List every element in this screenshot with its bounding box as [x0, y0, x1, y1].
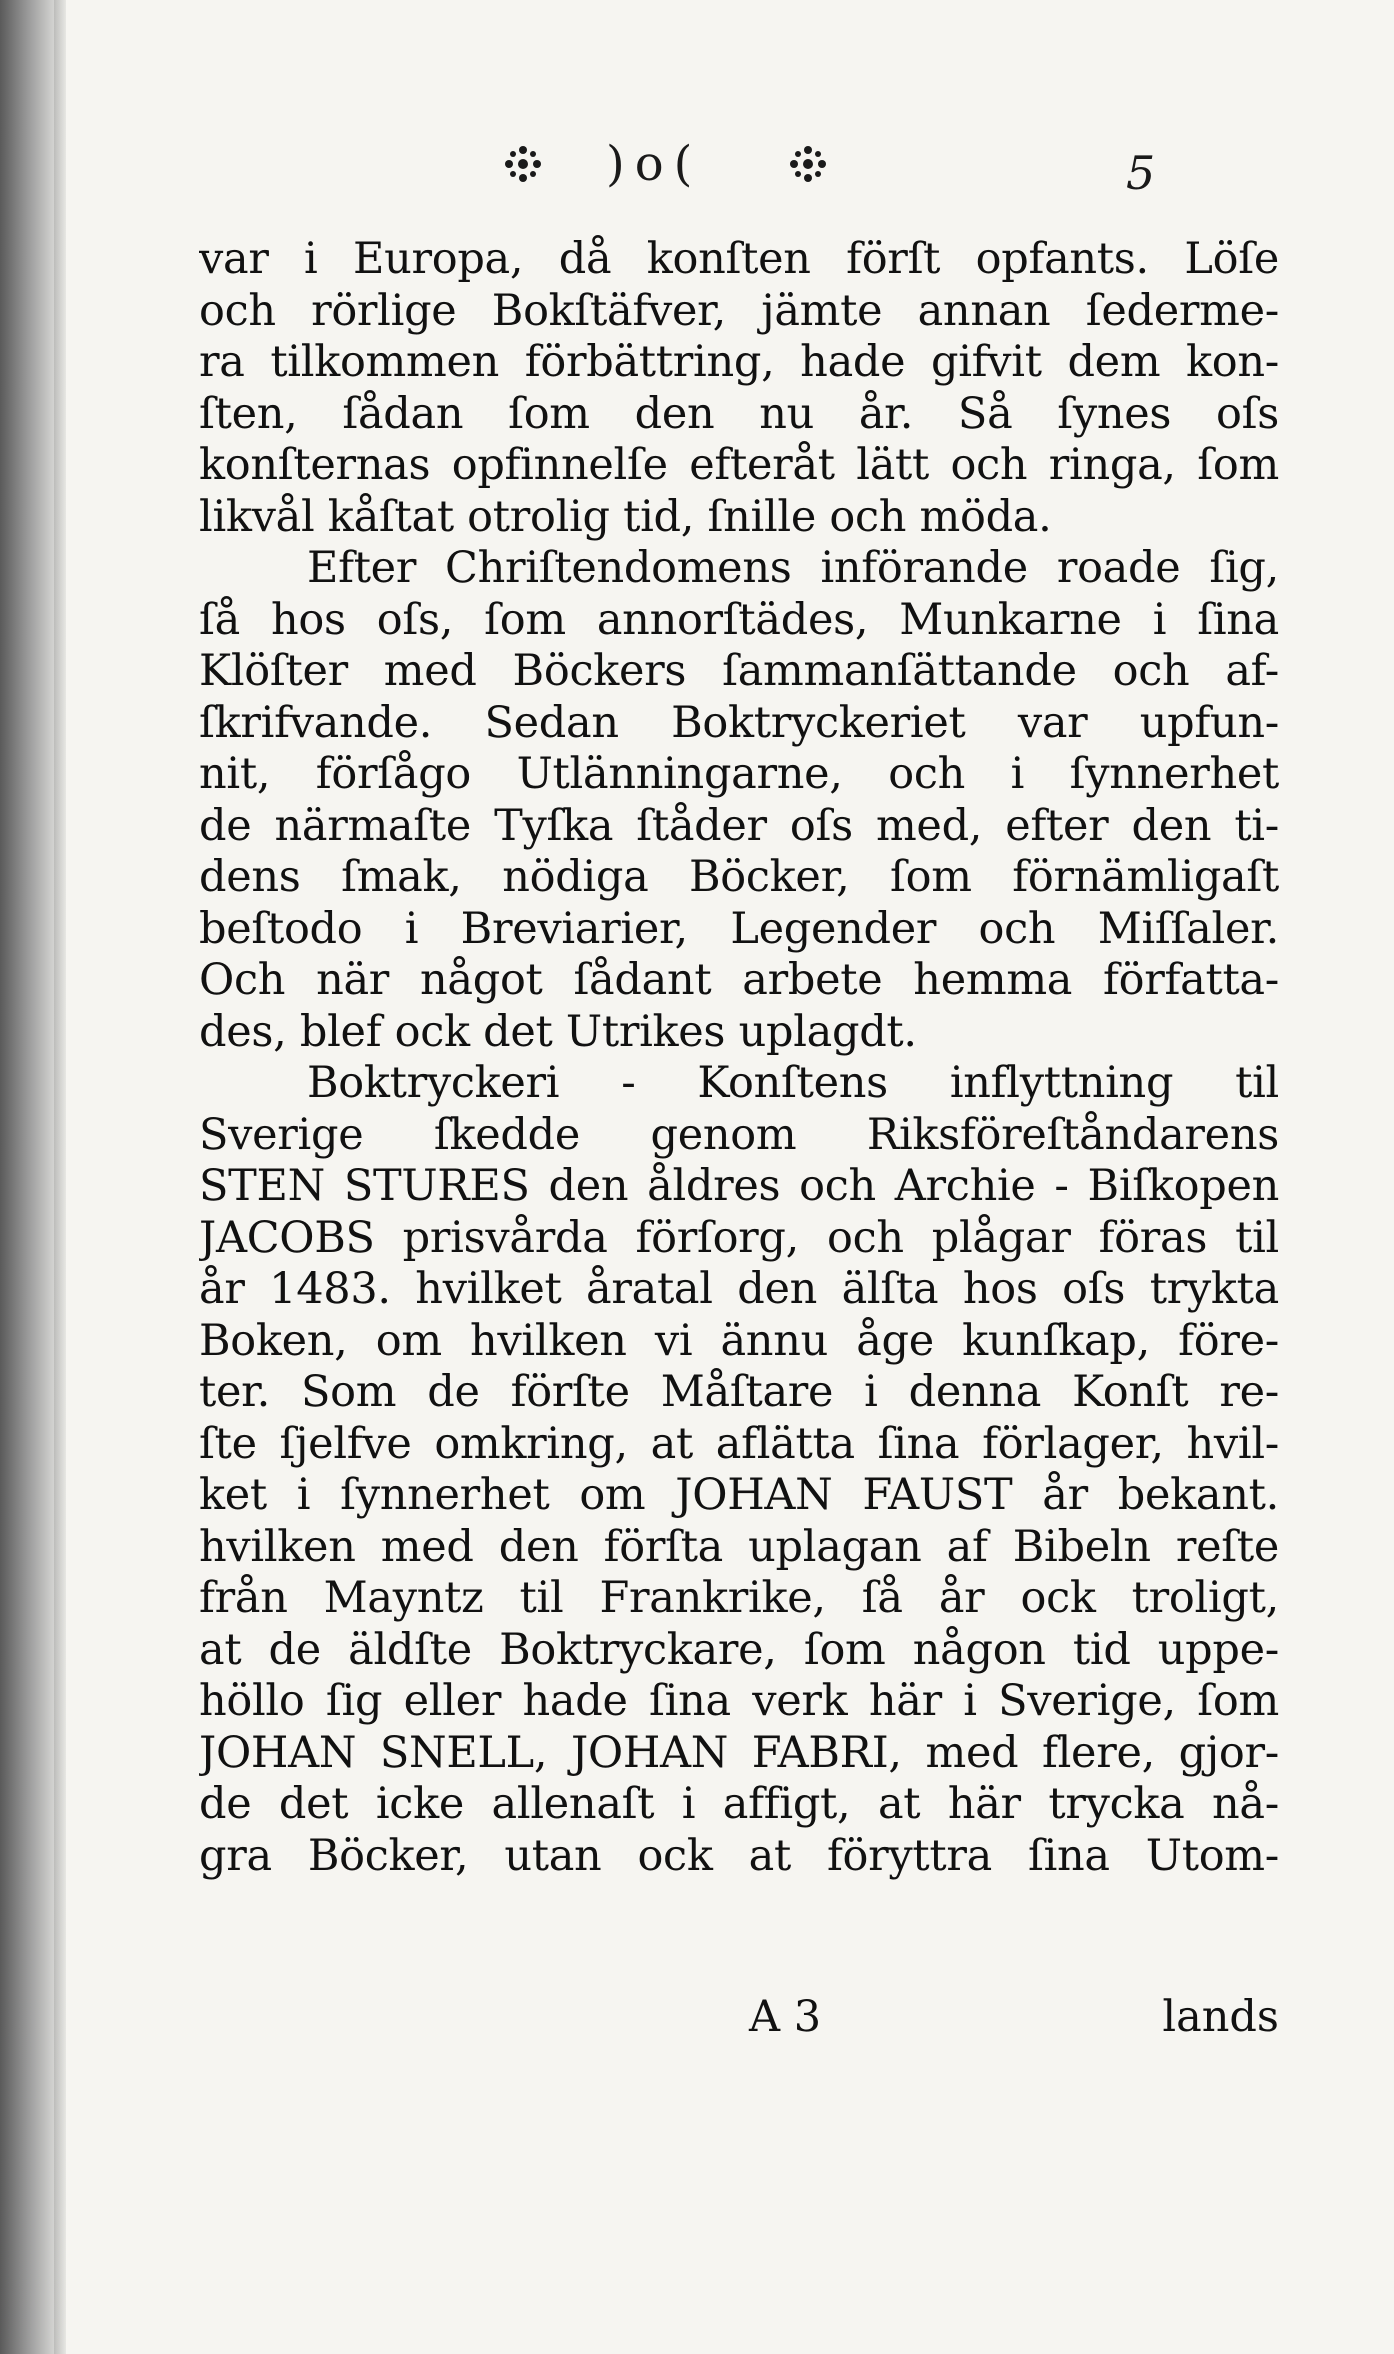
header-mark: )o( [606, 136, 703, 192]
running-header [66, 128, 1394, 198]
text-line: Och när något ſådant arbete hemma författa- [199, 955, 1279, 1005]
body-text [199, 234, 1279, 1882]
text-line: dens ſmak, nödiga Böcker, ſom förnämligaſt [199, 852, 1279, 902]
text-line: ket i ſynnerhet om JOHAN FAUST år bekant. [199, 1470, 1279, 1520]
catchword: lands [1162, 1992, 1279, 2042]
text-line: ſte ſjelfve omkring, at aflätta ſina förlager, hvil- [199, 1418, 1279, 1469]
text-line: från Mayntz til Frankrike, ſå år ock troligt, [199, 1573, 1279, 1623]
text-line: Efter Chriſtendomens införande roade ſig, [307, 543, 1279, 593]
text-line: de närmaſte Tyſka ſtåder oſs med, efter den ti- [199, 800, 1279, 851]
text-line: ſkrifvande. Sedan Boktryckeriet var upfun- [199, 697, 1279, 748]
text-line: Klöſter med Böckers ſammanſättande och af- [199, 646, 1279, 696]
text-line: och rörlige Bokſtäfver, jämte annan ſederme- [199, 285, 1279, 336]
text-line: STEN STURES den åldres och Archie - Biſkopen [199, 1161, 1279, 1211]
book-page [66, 0, 1394, 2354]
page-footer [199, 1992, 1279, 2044]
text-line: hvilken med den förſta uplagan af Bibeln reſte [199, 1521, 1279, 1572]
text-line: JACOBS prisvårda förſorg, och plågar föras til [199, 1212, 1279, 1263]
text-line: likvål kåſtat otrolig tid, ſnille och möda. [199, 491, 1052, 542]
text-line: ter. Som de förſte Måſtare i denna Konſt re- [199, 1367, 1279, 1417]
text-line: konſternas opfinnelſe efteråt lätt och ringa, ſom [199, 440, 1279, 490]
text-line: nit, förſågo Utlänningarne, och i ſynnerhet [199, 749, 1279, 799]
text-line: de det icke allenaſt i affigt, at här trycka nå- [199, 1779, 1279, 1829]
flower-ornament-icon [786, 142, 830, 186]
text-line: Boktryckeri - Konſtens inflyttning til [307, 1058, 1279, 1108]
text-line: år 1483. hvilket åratal den älſta hos oſs trykta [199, 1264, 1279, 1314]
text-line: JOHAN SNELL, JOHAN FABRI, med flere, gjor- [199, 1727, 1279, 1778]
text-line: des, blef ock det Utrikes uplagdt. [199, 1006, 917, 1057]
text-line: höllo ſig eller hade ſina verk här i Sverige, ſom [199, 1676, 1279, 1726]
text-line: ſten, ſådan ſom den nu år. Så ſynes oſs [199, 388, 1279, 439]
text-line: Boken, om hvilken vi ännu åge kunſkap, före- [199, 1315, 1279, 1366]
signature-mark: A 3 [749, 1992, 822, 2042]
flower-ornament-icon [501, 142, 545, 186]
text-line: at de äldſte Boktryckare, ſom någon tid uppe- [199, 1624, 1279, 1675]
text-line: ſå hos oſs, ſom annorſtädes, Munkarne i ſina [199, 594, 1279, 645]
text-line: gra Böcker, utan ock at föryttra ſina Utom- [199, 1830, 1279, 1881]
text-line: beſtodo i Breviarier, Legender och Miſſaler. [199, 903, 1279, 954]
text-line: Sverige ſkedde genom Riksföreſtåndarens [199, 1109, 1279, 1160]
page-number: 5 [1126, 146, 1156, 200]
text-line: ra tilkommen förbättring, hade gifvit dem kon- [199, 337, 1279, 387]
text-line: var i Europa, då konſten förſt opfants. Löſe [199, 234, 1279, 284]
